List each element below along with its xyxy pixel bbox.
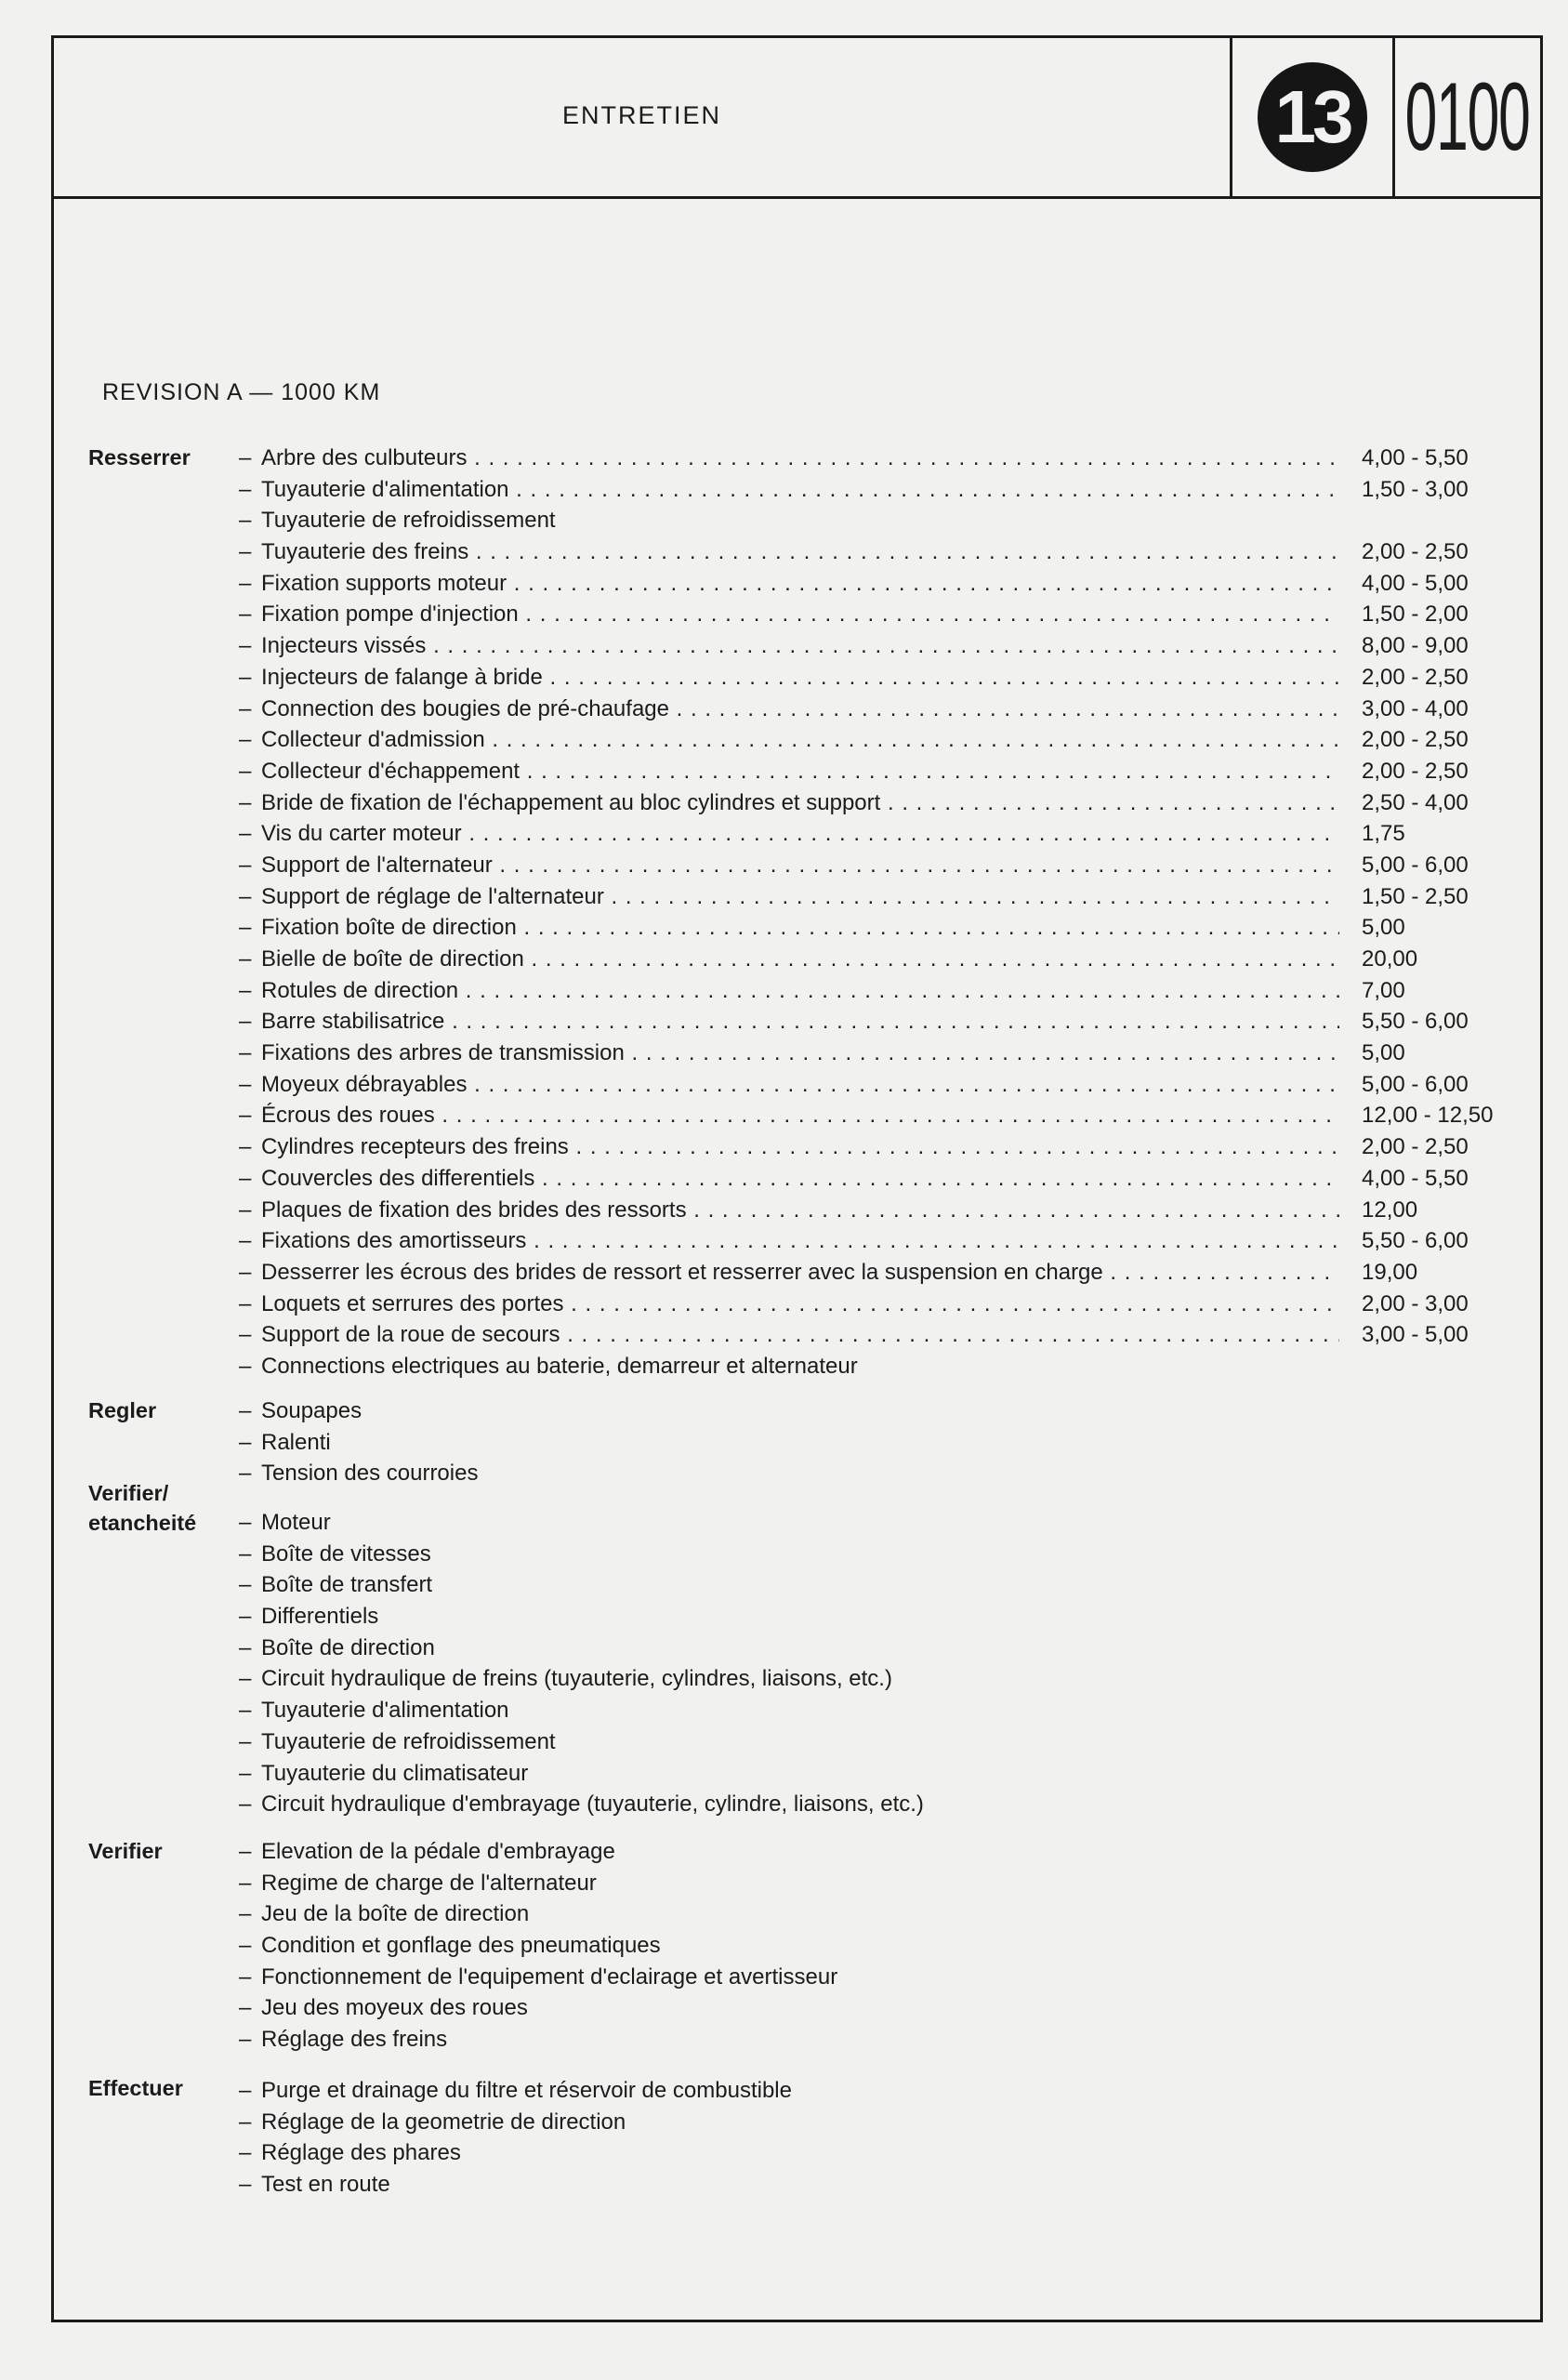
list-item xyxy=(239,1726,1489,1758)
bullet-dash: – xyxy=(239,1728,252,1754)
list-item-text xyxy=(239,1663,1466,1695)
list-item xyxy=(239,536,1489,568)
list-item xyxy=(239,505,1489,536)
bullet-dash: – xyxy=(239,2172,252,2198)
bullet-dash: – xyxy=(239,915,252,941)
bullet-dash: – xyxy=(239,852,252,878)
list-item-text xyxy=(239,1507,1466,1539)
list-item xyxy=(239,1507,1489,1539)
list-item-text xyxy=(239,1726,1466,1758)
torque-value: 4,00 - 5,00 xyxy=(1362,570,1469,596)
item-label: Tuyauterie des freins xyxy=(261,539,469,565)
list-item xyxy=(239,944,1489,975)
bullet-dash: – xyxy=(239,539,252,565)
item-label: Injecteurs de falange à bride xyxy=(261,664,543,690)
chapter-number-badge: 13 xyxy=(1258,62,1367,172)
item-label: Fixation pompe d'injection xyxy=(261,602,519,628)
torque-value: 1,50 - 2,50 xyxy=(1362,883,1469,909)
bullet-dash: – xyxy=(239,1698,252,1724)
item-label: Bielle de boîte de direction xyxy=(261,946,524,972)
torque-value: 5,00 xyxy=(1362,1040,1405,1066)
page-title: ENTRETIEN xyxy=(561,101,721,129)
bullet-dash: – xyxy=(239,695,252,721)
list-item-text xyxy=(239,1225,1466,1257)
list-item-text xyxy=(239,1351,1466,1382)
list-item xyxy=(239,630,1489,662)
list-item-text xyxy=(239,536,1466,568)
leak-check-list xyxy=(239,1507,1489,1820)
item-label: Couvercles des differentiels xyxy=(261,1165,535,1191)
list-item-text xyxy=(239,1038,1466,1069)
item-label: Purge et drainage du filtre et réservoir de combustible xyxy=(261,2078,792,2103)
item-label: Boîte de direction xyxy=(261,1634,435,1660)
adjust-list xyxy=(239,1395,1489,1489)
bullet-dash: – xyxy=(239,476,252,502)
list-item-text xyxy=(239,1163,1466,1195)
list-item xyxy=(239,1458,1489,1489)
bullet-dash: – xyxy=(239,1792,252,1818)
list-item xyxy=(239,568,1489,600)
bullet-dash: – xyxy=(239,1964,252,1990)
section-label-line1: Verifier/ xyxy=(88,1481,169,1505)
torque-value: 2,50 - 4,00 xyxy=(1362,789,1469,815)
bullet-dash: – xyxy=(239,1870,252,1896)
torque-value: 2,00 - 2,50 xyxy=(1362,727,1469,753)
item-label: Moteur xyxy=(261,1510,331,1535)
torque-value: 1,75 xyxy=(1362,821,1405,847)
item-label: Bride de fixation de l'échappement au bloc cylindres et support xyxy=(261,789,881,815)
torque-value: 8,00 - 9,00 xyxy=(1362,633,1469,659)
bullet-dash: – xyxy=(239,883,252,909)
list-item xyxy=(239,1836,1489,1868)
bullet-dash: – xyxy=(239,1103,252,1129)
list-item-text xyxy=(239,1930,1466,1962)
list-item xyxy=(239,1225,1489,1257)
torque-value: 4,00 - 5,50 xyxy=(1362,1165,1469,1191)
item-label: Collecteur d'échappement xyxy=(261,758,520,784)
list-item xyxy=(239,1069,1489,1101)
list-item-text xyxy=(239,630,1466,662)
list-item xyxy=(239,881,1489,913)
item-label: Desserrer les écrous des brides de ressort et resserrer avec la suspension en charge xyxy=(261,1259,1103,1285)
list-item xyxy=(239,1195,1489,1226)
list-item xyxy=(239,1163,1489,1195)
item-label: Plaques de fixation des brides des ressorts xyxy=(261,1197,687,1223)
section-label: Regler xyxy=(88,1398,157,1422)
torque-value: 3,00 - 4,00 xyxy=(1362,695,1469,721)
item-label: Tension des courroies xyxy=(261,1461,479,1487)
bullet-dash: – xyxy=(239,1165,252,1191)
bullet-dash: – xyxy=(239,1461,252,1487)
bullet-dash: – xyxy=(239,1134,252,1160)
item-label: Fixation supports moteur xyxy=(261,570,507,596)
list-item xyxy=(239,1257,1489,1289)
torque-value: 5,00 xyxy=(1362,915,1405,941)
section-label: Effectuer xyxy=(88,2076,183,2100)
list-item xyxy=(239,694,1489,725)
bullet-dash: – xyxy=(239,821,252,847)
bullet-dash: – xyxy=(239,1197,252,1223)
list-item xyxy=(239,1758,1489,1790)
item-label: Rotules de direction xyxy=(261,977,459,1003)
list-item-text xyxy=(239,1195,1466,1226)
list-item-text xyxy=(239,1789,1466,1820)
list-item-text xyxy=(239,1395,1466,1427)
revision-title: REVISION A — 1000 KM xyxy=(102,379,381,405)
list-item-text xyxy=(239,599,1466,630)
list-item-text xyxy=(239,1569,1466,1601)
item-label: Ralenti xyxy=(261,1429,331,1455)
list-item xyxy=(239,1006,1489,1038)
list-item xyxy=(239,1962,1489,1993)
list-item xyxy=(239,724,1489,756)
bullet-dash: – xyxy=(239,1760,252,1786)
bullet-dash: – xyxy=(239,2109,252,2135)
item-label: Écrous des roues xyxy=(261,1103,435,1129)
bullet-dash: – xyxy=(239,977,252,1003)
list-item xyxy=(239,850,1489,881)
torque-value: 1,50 - 2,00 xyxy=(1362,602,1469,628)
list-item xyxy=(239,1601,1489,1633)
bullet-dash: – xyxy=(239,1634,252,1660)
item-label: Connections electriques au baterie, demarreur et alternateur xyxy=(261,1353,858,1379)
item-label: Jeu des moyeux des roues xyxy=(261,1995,528,2021)
list-item-text xyxy=(239,1319,1466,1351)
list-item xyxy=(239,1427,1489,1459)
list-item-text xyxy=(239,850,1466,881)
item-label: Elevation de la pédale d'embrayage xyxy=(261,1839,615,1864)
bullet-dash: – xyxy=(239,1839,252,1864)
torque-value: 4,00 - 5,50 xyxy=(1362,445,1469,470)
torque-value: 19,00 xyxy=(1362,1259,1418,1285)
list-item xyxy=(239,1289,1489,1320)
item-label: Support de l'alternateur xyxy=(261,852,493,878)
list-item xyxy=(239,443,1489,474)
bullet-dash: – xyxy=(239,1009,252,1035)
list-item-text xyxy=(239,881,1466,913)
list-item xyxy=(239,1395,1489,1427)
bullet-dash: – xyxy=(239,1933,252,1959)
item-label: Tuyauterie du climatisateur xyxy=(261,1760,529,1786)
list-item xyxy=(239,1789,1489,1820)
item-label: Soupapes xyxy=(261,1398,362,1423)
bullet-dash: – xyxy=(239,570,252,596)
item-label: Circuit hydraulique de freins (tuyauterie, cylindres, liaisons, etc.) xyxy=(261,1666,892,1692)
list-item-text xyxy=(239,694,1466,725)
bullet-dash: – xyxy=(239,508,252,534)
item-label: Connection des bougies de pré-chaufage xyxy=(261,695,669,721)
list-item xyxy=(239,1633,1489,1664)
item-label: Tuyauterie de refroidissement xyxy=(261,508,556,534)
list-item xyxy=(239,1100,1494,1131)
bullet-dash: – xyxy=(239,1901,252,1927)
list-item xyxy=(239,1131,1489,1163)
list-item-text xyxy=(239,1100,1466,1131)
check-list xyxy=(239,1836,1489,2056)
item-label: Fixation boîte de direction xyxy=(261,915,517,941)
torque-value: 5,00 - 6,00 xyxy=(1362,1071,1469,1097)
torque-value: 5,00 - 6,00 xyxy=(1362,852,1469,878)
list-item-text xyxy=(239,1633,1466,1664)
item-label: Boîte de vitesses xyxy=(261,1540,431,1567)
torque-value: 5,50 - 6,00 xyxy=(1362,1009,1469,1035)
list-item-text xyxy=(239,2075,1466,2107)
list-item-text xyxy=(239,1992,1466,2024)
list-item xyxy=(239,2107,1489,2138)
chapter-box xyxy=(1230,38,1392,196)
list-item-text xyxy=(239,568,1466,600)
bullet-dash: – xyxy=(239,1322,252,1348)
item-label: Differentiels xyxy=(261,1604,379,1630)
bullet-dash: – xyxy=(239,1071,252,1097)
list-item-text xyxy=(239,662,1466,694)
list-item-text xyxy=(239,2024,1466,2056)
list-item xyxy=(239,1868,1489,1899)
item-label: Collecteur d'admission xyxy=(261,727,485,753)
list-item-text xyxy=(239,1695,1466,1726)
bullet-dash: – xyxy=(239,1228,252,1254)
bullet-dash: – xyxy=(239,1398,252,1423)
list-item-text xyxy=(239,1006,1466,1038)
list-item-text xyxy=(239,1836,1466,1868)
list-item xyxy=(239,787,1489,819)
bullet-dash: – xyxy=(239,758,252,784)
list-item xyxy=(239,1898,1489,1930)
item-label: Loquets et serrures des portes xyxy=(261,1290,564,1316)
bullet-dash: – xyxy=(239,2027,252,2053)
bullet-dash: – xyxy=(239,946,252,972)
bullet-dash: – xyxy=(239,633,252,659)
torque-value: 2,00 - 2,50 xyxy=(1362,1134,1469,1160)
item-label: Vis du carter moteur xyxy=(261,821,462,847)
list-item-text xyxy=(239,1289,1466,1320)
torque-value: 12,00 xyxy=(1362,1197,1418,1223)
list-item xyxy=(239,2137,1489,2169)
bullet-dash: – xyxy=(239,664,252,690)
list-item xyxy=(239,818,1489,850)
list-item-text xyxy=(239,1427,1466,1459)
list-item-text xyxy=(239,818,1466,850)
bullet-dash: – xyxy=(239,727,252,753)
page-number-box xyxy=(1392,38,1540,196)
bullet-dash: – xyxy=(239,1666,252,1692)
item-label: Moyeux débrayables xyxy=(261,1071,468,1097)
list-item xyxy=(239,1539,1489,1570)
item-label: Fixations des amortisseurs xyxy=(261,1228,527,1254)
item-label: Réglage des freins xyxy=(261,2027,448,2053)
list-item-text xyxy=(239,944,1466,975)
item-label: Regime de charge de l'alternateur xyxy=(261,1870,597,1896)
list-item-text xyxy=(239,1257,1466,1289)
list-item xyxy=(239,1663,1489,1695)
list-item xyxy=(239,756,1489,787)
bullet-dash: – xyxy=(239,1040,252,1066)
item-label: Jeu de la boîte de direction xyxy=(261,1901,530,1927)
list-item-text xyxy=(239,2169,1466,2201)
bullet-dash: – xyxy=(239,1353,252,1379)
item-label: Support de la roue de secours xyxy=(261,1322,560,1348)
item-label: Boîte de transfert xyxy=(261,1572,433,1598)
bullet-dash: – xyxy=(239,602,252,628)
list-item-text xyxy=(239,1868,1466,1899)
item-label: Réglage des phares xyxy=(261,2140,461,2166)
list-item-text xyxy=(239,1962,1466,1993)
torque-value: 3,00 - 5,00 xyxy=(1362,1322,1469,1348)
section-label: Resserrer xyxy=(88,445,191,469)
torque-value: 2,00 - 2,50 xyxy=(1362,539,1469,565)
list-item xyxy=(239,912,1489,944)
list-item xyxy=(239,2169,1489,2201)
list-item xyxy=(239,1038,1489,1069)
list-item xyxy=(239,1319,1489,1351)
list-item-text xyxy=(239,724,1466,756)
item-label: Support de réglage de l'alternateur xyxy=(261,883,604,909)
list-item-text xyxy=(239,1458,1466,1489)
list-item xyxy=(239,1569,1489,1601)
torque-value: 20,00 xyxy=(1362,946,1418,972)
list-item xyxy=(239,2075,1489,2107)
list-item-text xyxy=(239,912,1466,944)
item-label: Test en route xyxy=(261,2172,390,2198)
list-item-text xyxy=(239,1601,1466,1633)
list-item xyxy=(239,1930,1489,1962)
bullet-dash: – xyxy=(239,2140,252,2166)
bullet-dash: – xyxy=(239,2078,252,2103)
item-label: Tuyauterie de refroidissement xyxy=(261,1728,556,1754)
item-label: Tuyauterie d'alimentation xyxy=(261,1698,509,1724)
item-label: Arbre des culbuteurs xyxy=(261,445,468,470)
list-item-text xyxy=(239,1539,1466,1570)
list-item-text xyxy=(239,975,1466,1007)
list-item-text xyxy=(239,505,1466,536)
torque-value: 2,00 - 2,50 xyxy=(1362,664,1469,690)
section-label-line2: etancheité xyxy=(88,1511,197,1535)
item-label: Réglage de la geometrie de direction xyxy=(261,2109,626,2135)
bullet-dash: – xyxy=(239,1995,252,2021)
item-label: Injecteurs vissés xyxy=(261,633,427,659)
torque-value: 2,00 - 3,00 xyxy=(1362,1290,1469,1316)
list-item-text xyxy=(239,2137,1466,2169)
item-label: Cylindres recepteurs des freins xyxy=(261,1134,569,1160)
bullet-dash: – xyxy=(239,1572,252,1598)
bullet-dash: – xyxy=(239,1604,252,1630)
list-item-text xyxy=(239,787,1466,819)
list-item xyxy=(239,1695,1489,1726)
item-label: Fonctionnement de l'equipement d'eclairage et avertisseur xyxy=(261,1964,838,1990)
list-item-text xyxy=(239,1069,1466,1101)
item-label: Tuyauterie d'alimentation xyxy=(261,476,509,502)
list-item xyxy=(239,2024,1489,2056)
bullet-dash: – xyxy=(239,789,252,815)
torque-value: 5,50 - 6,00 xyxy=(1362,1228,1469,1254)
torque-value: 2,00 - 2,50 xyxy=(1362,758,1469,784)
bullet-dash: – xyxy=(239,445,252,470)
list-item xyxy=(239,662,1489,694)
bullet-dash: – xyxy=(239,1290,252,1316)
list-item-text xyxy=(239,1758,1466,1790)
bullet-dash: – xyxy=(239,1540,252,1567)
list-item xyxy=(239,1351,1489,1382)
torque-list xyxy=(239,443,1494,1382)
section-label: Verifier xyxy=(88,1839,163,1863)
item-label: Barre stabilisatrice xyxy=(261,1009,445,1035)
item-label: Fixations des arbres de transmission xyxy=(261,1040,625,1066)
bullet-dash: – xyxy=(239,1510,252,1535)
bullet-dash: – xyxy=(239,1429,252,1455)
torque-value: 7,00 xyxy=(1362,977,1405,1003)
list-item xyxy=(239,474,1489,506)
page-header xyxy=(54,38,1540,199)
torque-value: 1,50 - 3,00 xyxy=(1362,476,1469,502)
list-item-text xyxy=(239,443,1466,474)
list-item-text xyxy=(239,1131,1466,1163)
bullet-dash: – xyxy=(239,1259,252,1285)
item-label: Circuit hydraulique d'embrayage (tuyauterie, cylindre, liaisons, etc.) xyxy=(261,1792,924,1818)
list-item xyxy=(239,1992,1489,2024)
item-label: Condition et gonflage des pneumatiques xyxy=(261,1933,661,1959)
list-item xyxy=(239,975,1489,1007)
perform-list xyxy=(239,2075,1489,2201)
torque-value: 12,00 - 12,50 xyxy=(1362,1103,1494,1129)
list-item-text xyxy=(239,474,1466,506)
list-item xyxy=(239,599,1489,630)
list-item-text xyxy=(239,756,1466,787)
list-item-text xyxy=(239,1898,1466,1930)
list-item-text xyxy=(239,2107,1466,2138)
page-number: 0100 xyxy=(1405,63,1531,171)
